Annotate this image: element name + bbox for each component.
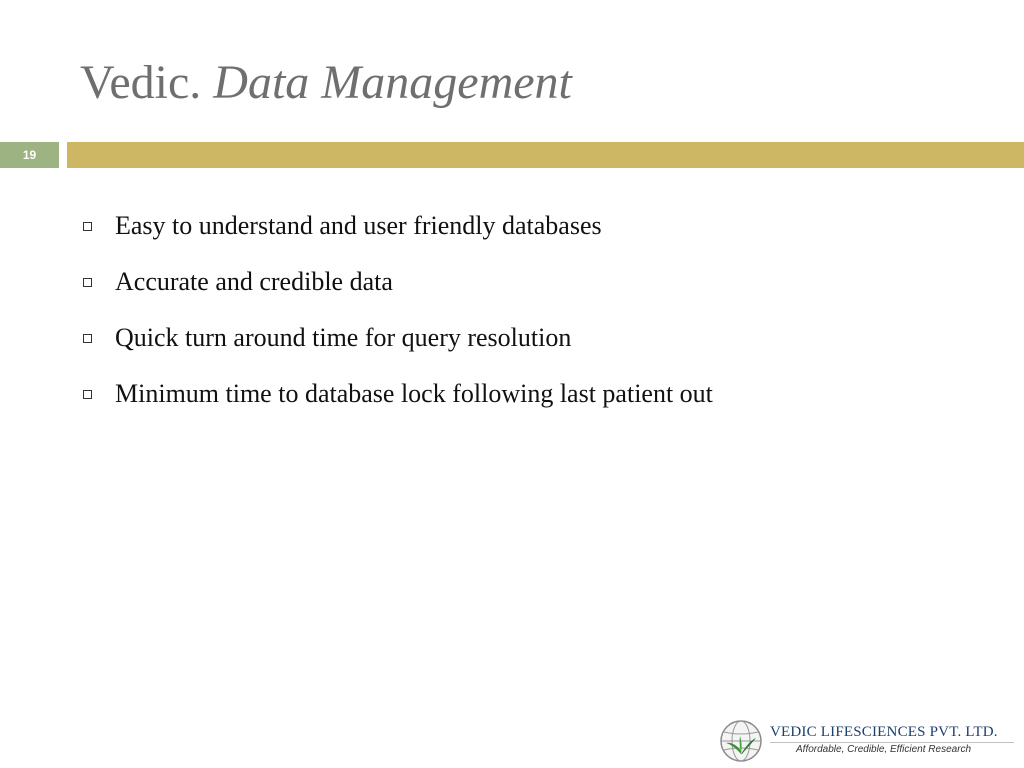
title-topic: Data Management	[213, 56, 572, 109]
bullet-text: Accurate and credible data	[115, 267, 393, 296]
logo-divider	[770, 742, 1014, 743]
header-bar	[67, 142, 1024, 168]
square-bullet-icon	[83, 222, 92, 231]
bullet-item	[78, 254, 713, 310]
page-number: 19	[22, 148, 37, 162]
company-tagline: Affordable, Credible, Efficient Research	[796, 744, 972, 755]
bullet-item	[78, 198, 713, 254]
page-number-box	[0, 142, 59, 168]
globe-leaf-icon	[718, 718, 764, 764]
bullet-item	[78, 310, 713, 366]
bullet-text: Easy to understand and user friendly databases	[115, 211, 602, 240]
slide-title	[80, 50, 572, 116]
square-bullet-icon	[83, 334, 92, 343]
square-bullet-icon	[83, 390, 92, 399]
bullet-item	[78, 366, 713, 422]
company-logo	[718, 718, 1018, 766]
company-name: VEDIC LIFESCIENCES PVT. LTD.	[770, 724, 998, 740]
bullet-text: Minimum time to database lock following last patient out	[115, 379, 713, 408]
title-brand: Vedic.	[80, 56, 214, 109]
bullet-list	[78, 198, 713, 422]
square-bullet-icon	[83, 278, 92, 287]
bullet-text: Quick turn around time for query resolution	[115, 323, 572, 352]
